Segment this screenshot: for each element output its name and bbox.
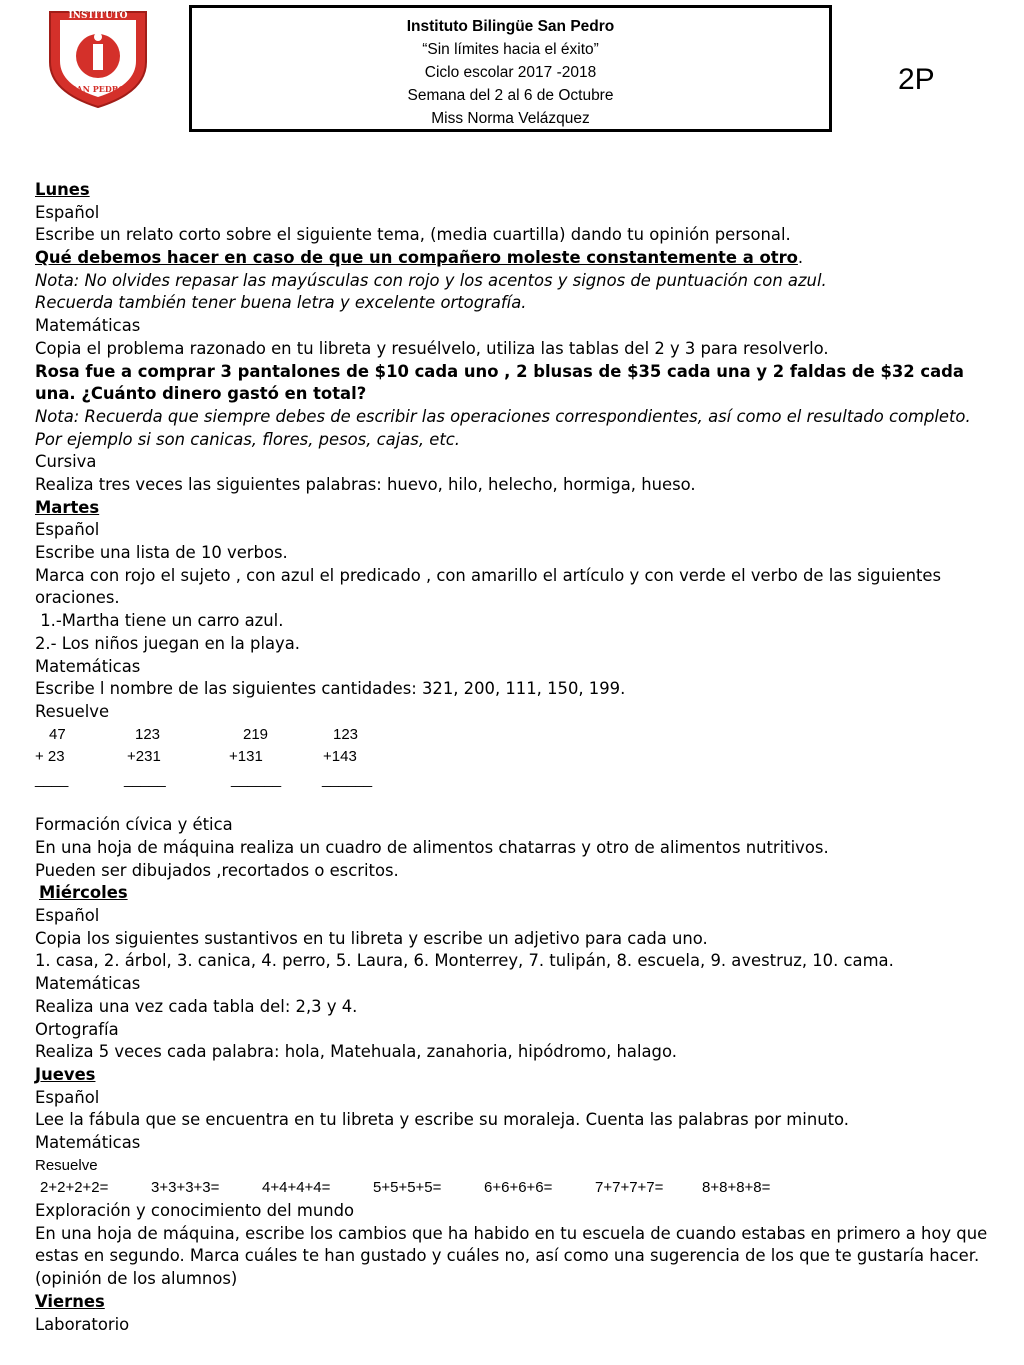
task-text: Realiza una vez cada tabla del: 2,3 y 4.: [35, 996, 358, 1016]
resuelve-label: Resuelve: [35, 1156, 98, 1174]
sums-bottom-row: [35, 746, 1000, 769]
resuelve-label: Resuelve: [35, 701, 110, 721]
sum-top: 123: [135, 725, 161, 743]
day-viernes: Viernes: [35, 1291, 105, 1311]
week-range: Semana del 2 al 6 de Octubre: [407, 87, 614, 104]
grade-label: 2P: [898, 63, 935, 96]
task-text: Escribe l nombre de las siguientes cantidades: 321, 200, 111, 150, 199.: [35, 679, 626, 699]
task-text: Marca con rojo el sujeto , con azul el predicado , con amarillo el artículo y con verde el verbo de las siguientes oraciones.: [35, 565, 942, 608]
op-item: 4+4+4+4=: [262, 1179, 331, 1197]
task-text: Escribe un relato corto sobre el siguiente tema, (media cuartilla) dando tu opinión personal.: [35, 225, 791, 245]
sums-top-row: [35, 724, 1000, 747]
teacher-name: Miss Norma Velázquez: [431, 110, 590, 127]
logo-top-text: INSTITUTO: [68, 11, 128, 21]
note-text: Nota: Recuerda que siempre debes de escribir las operaciones correspondientes, así como el resultado completo. Por ejemplo si son canicas, flores, pesos, cajas, etc.: [35, 406, 971, 449]
logo-bottom-text: SAN PEDRO: [70, 84, 126, 94]
sum-top: 47: [49, 725, 66, 743]
sum-top: 219: [243, 725, 269, 743]
subject-laboratorio: Laboratorio: [35, 1314, 130, 1334]
subject-matematicas: Matemáticas: [35, 974, 141, 994]
essay-topic: Qué debemos hacer en caso de que un compañero moleste constantemente a otro: [35, 248, 798, 268]
sum-top: 123: [333, 725, 359, 743]
essay-topic-end: .: [797, 248, 804, 268]
subject-ortografia: Ortografía: [35, 1019, 119, 1039]
ops-row: [35, 1177, 1000, 1200]
math-problem: Rosa fue a comprar 3 pantalones de $10 cada uno , 2 blusas de $35 cada una y 2 faldas de $32 cada una. ¿Cuánto dinero gastó en total?: [35, 361, 964, 404]
op-item: 8+8+8+8=: [702, 1179, 771, 1197]
task-text: Realiza 5 veces cada palabra: hola, Matehuala, zanahoria, hipódromo, halago.: [35, 1042, 677, 1062]
subject-espanol: Español: [35, 906, 100, 926]
op-item: 2+2+2+2=: [40, 1179, 109, 1197]
subject-espanol: Español: [35, 1087, 100, 1107]
task-text: En una hoja de máquina realiza un cuadro de alimentos chatarras y otro de alimentos nutritivos.: [35, 838, 829, 858]
op-item: 6+6+6+6=: [484, 1179, 553, 1197]
sum-line: ______: [322, 770, 373, 788]
sums-lines-row: [35, 769, 1000, 792]
school-name: Instituto Bilingüe San Pedro: [406, 18, 615, 35]
sum-bottom: +131: [229, 748, 263, 766]
subject-matematicas: Matemáticas: [35, 316, 141, 336]
note-text: Nota: No olvides repasar las mayúsculas con rojo y los acentos y signos de puntuación con azul.: [35, 270, 827, 290]
subject-matematicas: Matemáticas: [35, 656, 141, 676]
day-martes: Martes: [35, 497, 100, 517]
task-text: Lee la fábula que se encuentra en tu libreta y escribe su moraleja. Cuenta las palabras por minuto.: [35, 1110, 849, 1130]
task-text: Pueden ser dibujados ,recortados o escritos.: [35, 860, 399, 880]
sum-line: ______: [231, 770, 282, 788]
sentence-2: 2.- Los niños juegan en la playa.: [35, 633, 301, 653]
note-text: Recuerda también tener buena letra y excelente ortografía.: [35, 293, 527, 313]
day-lunes: Lunes: [35, 180, 90, 199]
sentence-1: 1.-Martha tiene un carro azul.: [35, 611, 284, 631]
sum-bottom: + 23: [35, 748, 65, 766]
subject-espanol: Español: [35, 520, 100, 540]
homework-content: [35, 179, 1000, 1336]
subject-exploracion: Exploración y conocimiento del mundo: [35, 1201, 355, 1221]
subject-civica: Formación cívica y ética: [35, 815, 233, 835]
day-jueves: Jueves: [35, 1064, 96, 1084]
op-item: 7+7+7+7=: [595, 1179, 664, 1197]
subject-matematicas: Matemáticas: [35, 1132, 141, 1152]
subject-cursiva: Cursiva: [35, 452, 97, 472]
sum-line: ____: [35, 770, 69, 788]
sum-bottom: +231: [127, 748, 161, 766]
task-text: En una hoja de máquina, escribe los cambios que ha habido en tu escuela de cuando estabas en primero a hoy que estas en segundo. Marca cuáles te han gustado y cuáles no, así como una sugerencia de los que te gustaría hacer. (opinión de los alumnos): [35, 1223, 988, 1289]
task-text: Escribe una lista de 10 verbos.: [35, 543, 288, 563]
school-cycle: Ciclo escolar 2017 -2018: [424, 64, 597, 81]
sum-bottom: +143: [323, 748, 357, 766]
noun-list: 1. casa, 2. árbol, 3. canica, 4. perro, 5. Laura, 6. Monterrey, 7. tulipán, 8. escuela, 9. avestruz, 10. cama.: [35, 951, 894, 971]
school-logo: [44, 6, 152, 110]
op-item: 5+5+5+5=: [373, 1179, 442, 1197]
task-text: Copia el problema razonado en tu libreta y resuélvelo, utiliza las tablas del 2 y 3 para resolverlo.: [35, 338, 829, 358]
header-box: [189, 5, 832, 132]
day-miercoles: Miércoles: [39, 883, 128, 903]
task-text: Realiza tres veces las siguientes palabras: huevo, hilo, helecho, hormiga, hueso.: [35, 475, 696, 494]
op-item: 3+3+3+3=: [151, 1179, 220, 1197]
sum-line: _____: [124, 770, 166, 788]
subject-espanol: Español: [35, 202, 100, 222]
school-motto: “Sin límites hacia el éxito”: [422, 41, 599, 58]
task-text: Copia los siguientes sustantivos en tu libreta y escribe un adjetivo para cada uno.: [35, 928, 708, 948]
shield-logo-icon: [44, 6, 152, 110]
